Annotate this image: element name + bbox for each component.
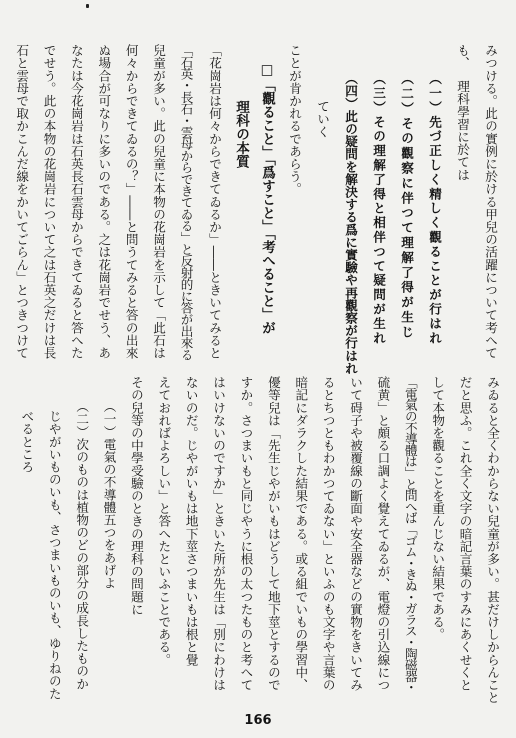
text-column: でせう。此の本物の花崗岩について之は石英之だけは長	[41, 44, 57, 359]
exam-question-continuation: べるところ	[19, 410, 35, 473]
text-column-lead	[448, 44, 476, 374]
exam-question: （二）次のものは植物のどの部分の成長したものか	[74, 400, 90, 690]
lower-tier	[13, 376, 506, 706]
section-subheading: 理科の本質	[233, 100, 249, 168]
scan-speck	[86, 4, 89, 8]
text-column: 硫黄」と頗る口調よく覺えてゐるが、電燈の引込線につ	[375, 376, 391, 691]
section-heading: □「觀ること」「爲すこと」「考へること」が	[259, 62, 275, 335]
text-column: 何々からできてゐるの？」――と問うてみると答の出來	[123, 44, 139, 359]
list-item: （二）その觀察に伴つて理解了得が生じ	[399, 72, 414, 341]
text-column: 石と雲母で取かこんだ線をかいてごらん」とつきつけて	[14, 44, 30, 359]
text-column: みつける。此の實例に於ける甲兒の活躍について考へて	[483, 44, 498, 359]
list-item: （四）此の疑問を解決する爲に實驗や再觀察が行はれ	[343, 72, 358, 374]
text-column: なたは今花崗岩は石英長石雲母からできてゐると答へた	[68, 44, 84, 359]
text-column: して本物を觀ることを重んじない結果である。	[430, 376, 446, 641]
text-column: 暗記にダラクした結果である。或る組でいもの學習中、	[293, 376, 309, 691]
text-column: ことが肯かれるであらう。	[287, 44, 302, 196]
text-column: 「石英・長石・雲母からできてゐる」と反射的に答が出來る	[178, 44, 194, 360]
text-column: 優等兒は「先生じやがいもはどうして地下莖とするので	[265, 376, 281, 691]
text-column: ぬ場合が可なりに多いのである。之は花崗岩でせう、あ	[96, 44, 112, 359]
text-column: ないのだ。じやがいもは地下莖さつまいもは根と覺	[183, 376, 199, 666]
text-column: だと思ふ。これ全く文字の暗記言葉のすみにあくせくと	[457, 376, 473, 691]
upper-tier	[8, 44, 504, 374]
exam-question: （一）電氣の不導體五つをあげよ	[101, 400, 117, 589]
text-column: るとちつともわかつてゐない」といふのも文字や言葉の	[320, 376, 336, 691]
text-column: みゐると全くわからない兒童が多い。甚だけしからんこと	[485, 376, 500, 704]
text-column: その兒等の中學受驗のときの理科の問題に	[128, 376, 144, 616]
text-column: はいけないのですか」ときいた所が先生は「別にわけは	[211, 376, 227, 691]
list-item: （一）先づ正しく精しく觀ることが行はれ	[427, 72, 442, 346]
list-item: （三）その理解了得と相伴つて疑問が生れ	[371, 72, 386, 346]
exam-question-continuation: じやがいものいも、さつまいものいも、ゆりねのた	[46, 410, 62, 700]
text-column: えておればよろしい」と答へたといふことである。	[156, 376, 172, 666]
page-number: 166	[244, 713, 272, 728]
text-column: いて碍子や被覆線の斷面や安全器などの實物をきいてみ	[348, 376, 364, 691]
lead-fragment: も、	[455, 44, 470, 70]
text-column: 兒童が多い。此の兒童に本物の花崗岩を示して「此石は	[151, 44, 167, 359]
text-column: 「電氣の不導體は」と問へば「ゴム・きぬ・ガラス・陶磁器・	[402, 376, 418, 693]
list-item-tail: ていく	[315, 100, 330, 138]
lead-phrase: 理科學習に於ては	[455, 80, 470, 182]
text-column: すか。さつまいもと同じやうに根の太つたものと考へて	[238, 376, 254, 691]
text-column: 「花崗岩は何々からできてゐるか」――ときいてみると	[207, 44, 222, 359]
